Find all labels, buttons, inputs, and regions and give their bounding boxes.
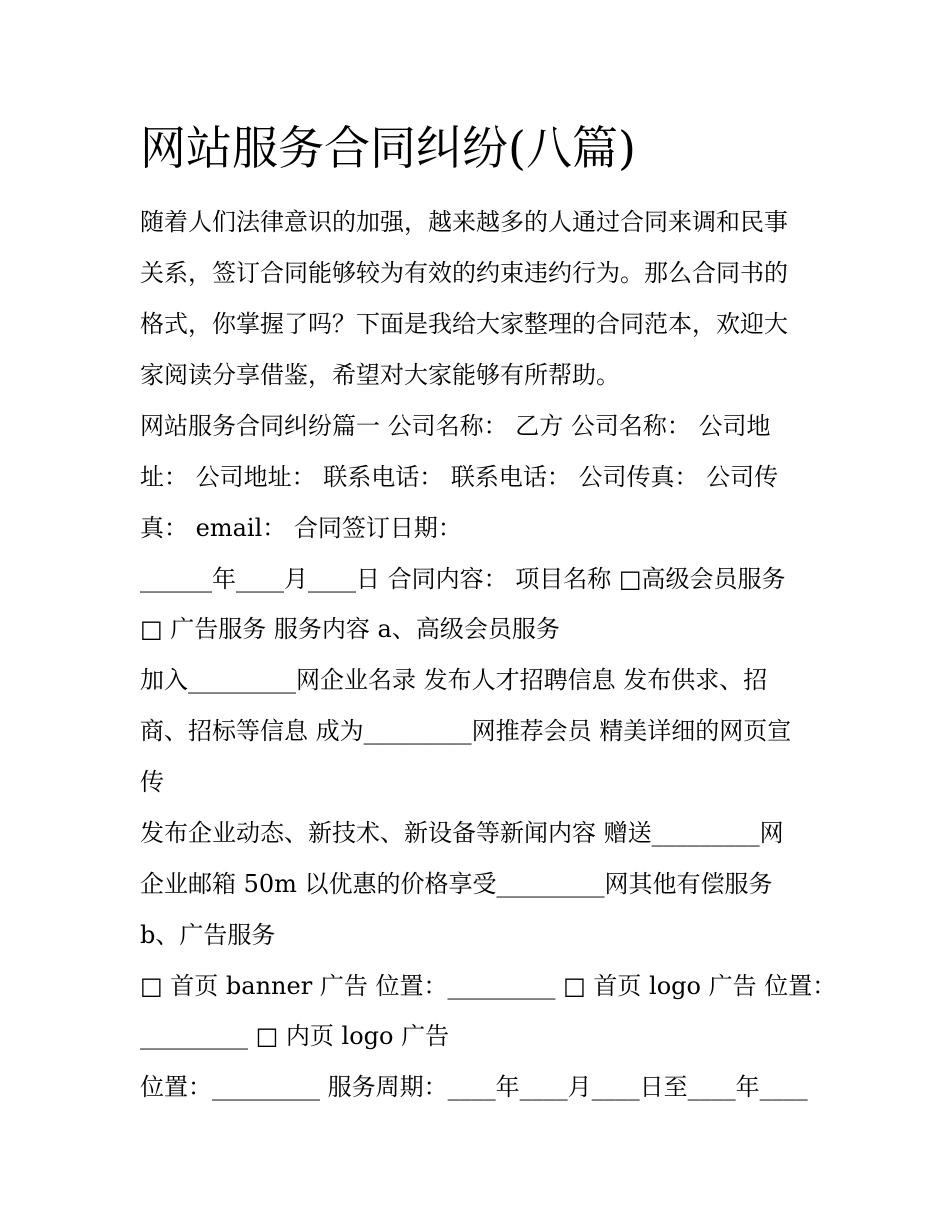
paragraph-line: 传 — [140, 768, 164, 796]
paragraph-line: 随着人们法律意识的加强，越来越多的人通过合同来调和民事 — [140, 208, 788, 236]
paragraph-line: 格式，你掌握了吗？下面是我给大家整理的合同范本，欢迎大 — [140, 310, 788, 338]
paragraph-line: 址： 公司地址： 联系电话： 联系电话： 公司传真： 公司传 — [140, 463, 779, 491]
document-title: 网站服务合同纠纷(八篇) — [140, 121, 636, 175]
paragraph-line: □ 首页 banner 广告 位置：_________ □ 首页 logo 广告 位置： — [140, 972, 837, 1000]
paragraph-line: 发布企业动态、新技术、新设备等新闻内容 赠送_________网 — [140, 819, 784, 847]
paragraph-line: 网站服务合同纠纷篇一 公司名称： 乙方 公司名称： 公司地 — [140, 412, 771, 440]
paragraph-line: b、广告服务 — [140, 921, 276, 949]
paragraph-line: □ 广告服务 服务内容 a、高级会员服务 — [140, 615, 560, 643]
paragraph-line: 商、招标等信息 成为_________网推荐会员 精美详细的网页宣 — [140, 717, 792, 745]
paragraph-line: 关系，签订合同能够较为有效的约束违约行为。那么合同书的 — [140, 259, 788, 287]
paragraph-line: 企业邮箱 50m 以优惠的价格享受_________网其他有偿服务 — [140, 870, 773, 898]
paragraph-line: 真： email： 合同签订日期： — [140, 514, 462, 542]
paragraph-line: _________ □ 内页 logo 广告 — [140, 1022, 450, 1050]
paragraph-line: 加入_________网企业名录 发布人才招聘信息 发布供求、招 — [140, 666, 768, 694]
paragraph-line: ______年____月____日 合同内容： 项目名称 □高级会员服务 — [140, 565, 786, 593]
paragraph-line: 家阅读分享借鉴，希望对大家能够有所帮助。 — [140, 361, 620, 389]
paragraph-line: 位置：_________ 服务周期：____年____月____日至____年____ — [140, 1073, 808, 1101]
